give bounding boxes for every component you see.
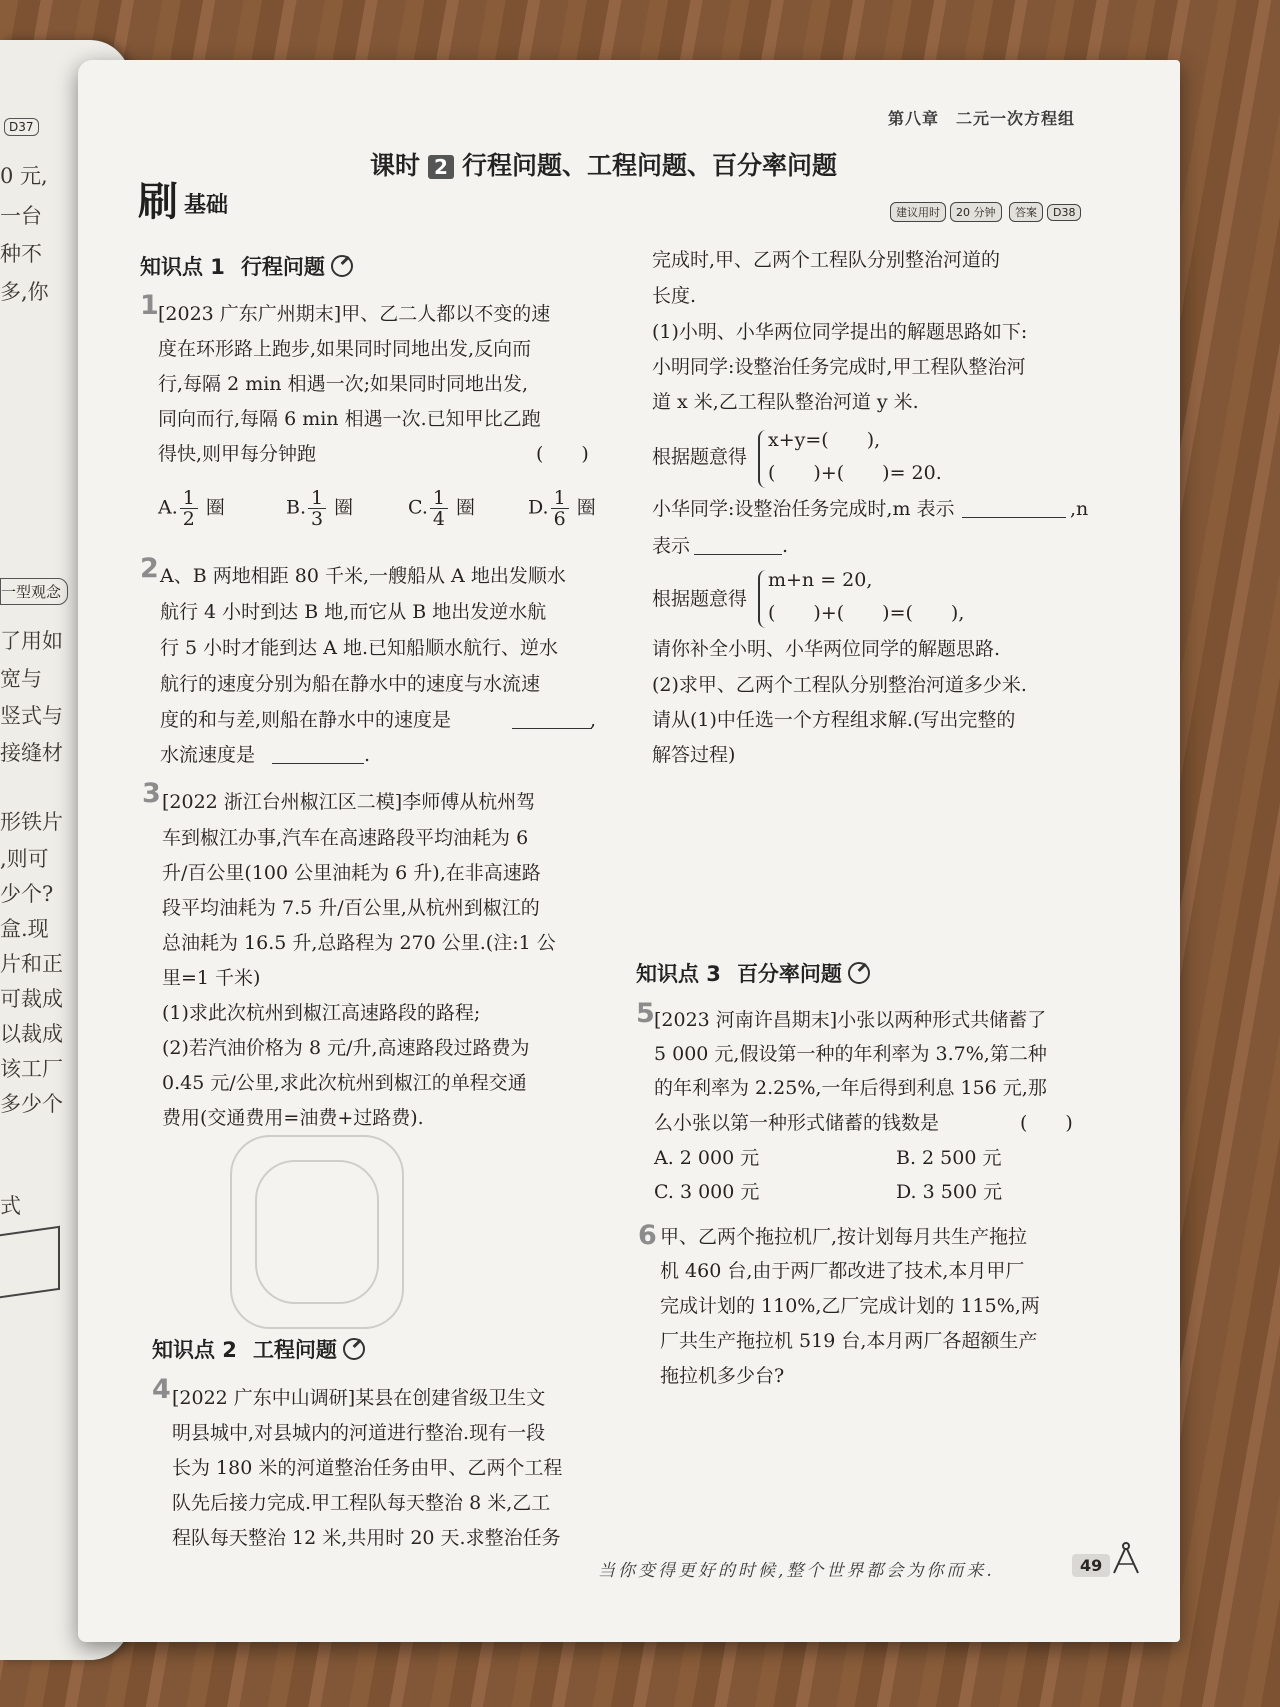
answer-blank[interactable] (962, 517, 1066, 518)
left-fragment: 接缝材 (0, 741, 63, 765)
question-line: 车到椒江办事,汽车在高速路段平均油耗为 6 (162, 827, 529, 849)
section-name: 基础 (184, 193, 229, 218)
question-line: 的年利率为 2.25%,一年后得到利息 156 元,那 (654, 1077, 1047, 1099)
question-line: 程队每天整治 12 米,共用时 20 天.求整治任务 (172, 1527, 561, 1549)
denominator: 4 (432, 508, 445, 530)
question-number: 6 (638, 1220, 657, 1251)
fraction (308, 488, 326, 529)
question-line: 0.45 元/公里,求此次杭州到椒江的单程交通 (162, 1072, 527, 1094)
question-line: 度在环形路上跑步,如果同时同地出发,反向而 (158, 338, 532, 360)
question-line: [2023 广东广州期末]甲、乙二人都以不变的速 (158, 303, 551, 325)
period: . (364, 744, 371, 766)
answer-blank[interactable] (272, 763, 364, 764)
question-line: 明县城中,对县城内的河道进行整治.现有一段 (172, 1422, 546, 1444)
question-line: 长为 180 米的河道整治任务由甲、乙两个工程 (172, 1457, 563, 1479)
option-b: B. 2 500 元 (896, 1147, 1002, 1169)
page-number: 49 (1072, 1554, 1110, 1577)
option-b (286, 488, 353, 536)
fraction (180, 488, 198, 529)
intent-label: 根据题意得 (652, 588, 748, 610)
left-fragment: 式 (0, 1194, 21, 1218)
left-fragment: 竖式与 (0, 704, 63, 728)
knowledge-point-2 (152, 1334, 365, 1364)
left-fragment: 形铁片 (0, 810, 63, 834)
pencil-target-icon (848, 962, 870, 984)
pencil-target-icon (331, 255, 353, 277)
question-line: 么小张以第一种形式储蓄的钱数是 (654, 1112, 940, 1134)
left-fragment: 多少个 (0, 1092, 63, 1116)
left-page-tag: D37 (4, 118, 39, 136)
kp-title: 百分率问题 (736, 962, 842, 986)
left-fragment-tag: 一型观念 (0, 578, 68, 605)
question-line: 请你补全小明、小华两位同学的解题思路. (652, 638, 1001, 660)
question-line: 小华同学:设整治任务完成时,m 表示 (652, 498, 955, 520)
meta-badges (890, 202, 1085, 222)
left-fragment: 以裁成 (0, 1022, 63, 1046)
question-line: 表示 (652, 535, 691, 557)
kp-title: 工程问题 (252, 1338, 337, 1362)
question-line: 道 x 米,乙工程队整治河道 y 米. (652, 391, 919, 413)
option-letter: D. (528, 496, 549, 519)
question-line: 机 460 台,由于两厂都改进了技术,本月甲厂 (660, 1260, 1025, 1282)
answer-blank[interactable] (512, 728, 592, 729)
footer-motto: 当你变得更好的时候,整个世界都会为你而来. (598, 1561, 995, 1581)
denominator: 3 (311, 508, 324, 530)
left-fragment: 一台 (0, 204, 42, 228)
unit: 圈 (205, 496, 225, 519)
compass-icon (1108, 1540, 1144, 1576)
equation: m+n = 20, (768, 569, 873, 591)
left-fragment: 盒.现 (0, 917, 49, 941)
knowledge-point-1 (140, 251, 353, 281)
unit: 圈 (456, 496, 476, 519)
system-brace (758, 570, 766, 628)
unit: 圈 (334, 496, 354, 519)
answer-blank[interactable] (694, 554, 782, 555)
question-line: 费用(交通费用=油费+过路费). (162, 1107, 424, 1129)
question-line: 完成时,甲、乙两个工程队分别整治河道的 (652, 249, 1001, 271)
fraction (430, 488, 448, 529)
question-line: A、B 两地相距 80 千米,一艘船从 A 地出发顺水 (160, 565, 566, 587)
question-line: 水流速度是 (160, 744, 256, 766)
answer-paren: ( ) (536, 443, 589, 465)
bleed-through-figure (255, 1160, 379, 1304)
option-letter: A. (158, 496, 178, 519)
option-a (158, 488, 225, 536)
lesson-label: 课时 (370, 151, 421, 180)
question-line: [2022 浙江台州椒江区二模]李师傅从杭州驾 (162, 791, 536, 813)
left-fragment: 种不 (0, 242, 42, 266)
denominator: 2 (182, 508, 195, 530)
pencil-target-icon (343, 1338, 365, 1360)
question-number: 2 (140, 553, 159, 584)
box-figure (0, 1226, 60, 1298)
intent-label: 根据题意得 (652, 446, 748, 468)
question-number: 5 (636, 998, 655, 1029)
left-fragment: 了用如 (0, 629, 63, 653)
unit: 圈 (576, 496, 596, 519)
left-fragment: ,则可 (0, 847, 49, 871)
left-fragment: 宽与 (0, 667, 42, 691)
question-line: 行 5 小时才能到达 A 地.已知船顺水航行、逆水 (160, 637, 559, 659)
question-line: 解答过程) (652, 744, 736, 766)
suggest-time-value: 20 分钟 (950, 202, 1002, 222)
option-c: C. 3 000 元 (654, 1181, 760, 1203)
question-line: ,n (1070, 498, 1089, 520)
option-c (408, 488, 475, 536)
lesson-number: 2 (428, 155, 454, 179)
kp-label: 知识点 2 (152, 1338, 237, 1362)
option-letter: C. (408, 496, 428, 519)
numerator: 1 (551, 488, 569, 509)
answer-paren: ( ) (1020, 1112, 1073, 1134)
question-line: (1)求此次杭州到椒江高速路段的路程; (162, 1002, 481, 1024)
question-line: 厂共生产拖拉机 519 台,本月两厂各超额生产 (660, 1330, 1038, 1352)
question-line: [2023 河南许昌期末]小张以两种形式共储蓄了 (654, 1009, 1047, 1031)
lesson-title (370, 146, 837, 182)
question-line: 队先后接力完成.甲工程队每天整治 8 米,乙工 (172, 1492, 551, 1514)
question-line: [2022 广东中山调研]某县在创建省级卫生文 (172, 1387, 546, 1409)
left-fragment: 多,你 (0, 280, 49, 304)
equation: ( )+( )=( ), (768, 602, 965, 624)
chapter-title: 第八章 二元一次方程组 (888, 109, 1076, 128)
kp-label: 知识点 1 (140, 255, 225, 279)
period: . (782, 535, 789, 557)
equation: ( )+( )= 20. (768, 462, 942, 484)
numerator: 1 (430, 488, 448, 509)
question-line: 段平均油耗为 7.5 升/百公里,从杭州到椒江的 (162, 897, 540, 919)
question-line: 航行 4 小时到达 B 地,而它从 B 地出发逆水航 (160, 601, 547, 623)
left-fragment: 0 元, (0, 164, 48, 188)
question-line: 甲、乙两个拖拉机厂,按计划每月共生产拖拉 (660, 1226, 1028, 1248)
question-number: 1 (140, 290, 159, 321)
question-line: 请从(1)中任选一个方程组求解.(写出完整的 (652, 709, 1016, 731)
option-letter: B. (286, 496, 307, 519)
comma: , (590, 709, 597, 731)
question-line: (1)小明、小华两位同学提出的解题思路如下: (652, 321, 1028, 343)
question-line: 升/百公里(100 公里油耗为 6 升),在非高速路 (162, 862, 541, 884)
numerator: 1 (180, 488, 198, 509)
answer-page: D38 (1047, 204, 1081, 221)
question-line: 得快,则甲每分钟跑 (158, 443, 317, 465)
left-fragment: 可裁成 (0, 987, 63, 1011)
question-line: 总油耗为 16.5 升,总路程为 270 公里.(注:1 公 (162, 932, 556, 954)
option-d: D. 3 500 元 (896, 1181, 1003, 1203)
knowledge-point-3 (636, 958, 870, 988)
option-d (528, 488, 596, 536)
question-line: 长度. (652, 285, 697, 307)
question-line: 同向而行,每隔 6 min 相遇一次.已知甲比乙跑 (158, 408, 541, 430)
question-line: 5 000 元,假设第一种的年利率为 3.7%,第二种 (654, 1043, 1047, 1065)
left-fragment: 片和正 (0, 952, 63, 976)
section-big-char: 刷 (138, 179, 178, 225)
system-brace (758, 430, 766, 488)
question-line: 行,每隔 2 min 相遇一次;如果同时同地出发, (158, 373, 529, 395)
question-line: (2)若汽油价格为 8 元/升,高速路段过路费为 (162, 1037, 530, 1059)
question-line: 小明同学:设整治任务完成时,甲工程队整治河 (652, 356, 1026, 378)
fraction (551, 488, 569, 529)
question-line: 度的和与差,则船在静水中的速度是 (160, 709, 452, 731)
question-line: 完成计划的 110%,乙厂完成计划的 115%,两 (660, 1295, 1040, 1317)
equation: x+y=( ), (768, 429, 881, 451)
question-line: (2)求甲、乙两个工程队分别整治河道多少米. (652, 674, 1027, 696)
question-line: 拖拉机多少台? (660, 1365, 785, 1387)
numerator: 1 (308, 488, 326, 509)
answer-label: 答案 (1009, 202, 1043, 222)
question-number: 3 (142, 778, 161, 809)
question-number: 4 (152, 1374, 171, 1405)
question-line: 里=1 千米) (162, 967, 261, 989)
kp-title: 行程问题 (240, 255, 325, 279)
left-fragment: 该工厂 (0, 1057, 63, 1081)
suggest-time-label: 建议用时 (890, 202, 946, 222)
question-line: 航行的速度分别为船在静水中的速度与水流速 (160, 673, 541, 695)
kp-label: 知识点 3 (636, 962, 721, 986)
option-a: A. 2 000 元 (654, 1147, 760, 1169)
left-fragment: 少个? (0, 882, 54, 906)
lesson-name: 行程问题、工程问题、百分率问题 (461, 151, 837, 180)
denominator: 6 (553, 508, 566, 530)
